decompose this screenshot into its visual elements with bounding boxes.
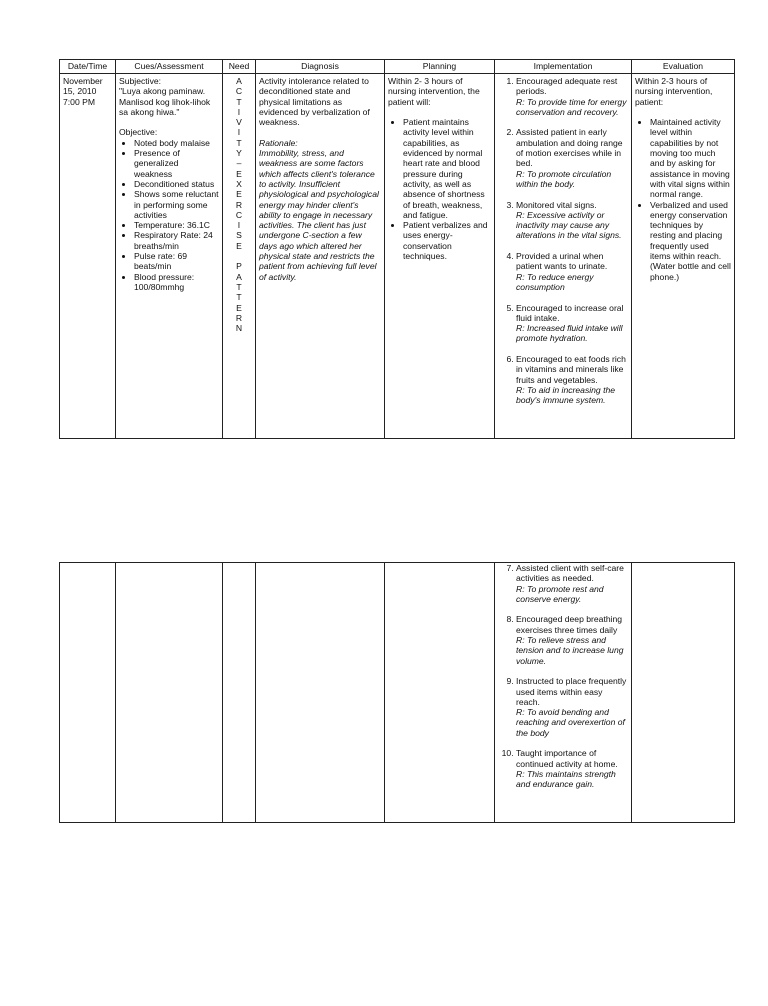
diagnosis-cell — [256, 563, 385, 823]
implementation-text: 10. Taught importance of continued activity at home. — [516, 748, 618, 769]
header-planning: Planning — [385, 60, 495, 74]
implementation-text: 8. Encouraged deep breathing exercises three times daily — [516, 614, 623, 635]
objective-label: Objective: — [119, 127, 158, 138]
objective-item: • Deconditioned status — [134, 179, 219, 189]
implementation-text: 4. Provided a urinal when patient wants to urinate. — [516, 251, 608, 272]
implementation-item — [516, 563, 628, 604]
need-letter: P — [236, 261, 242, 272]
implementation-text: 6. Encouraged to eat foods rich in vitamins and minerals like fruits and vegetables. — [516, 354, 626, 385]
rationale-label: Rationale: — [259, 137, 298, 148]
care-plan-table-page2 — [59, 562, 735, 823]
diagnosis-cell — [256, 74, 385, 439]
need-letter: A — [236, 76, 242, 86]
need-letter: E — [236, 168, 242, 179]
header-need: Need — [223, 60, 256, 74]
implementation-cell — [495, 74, 632, 439]
need-letter: E — [236, 240, 242, 251]
care-plan-row-continued — [60, 563, 735, 823]
header-evaluation: Evaluation — [632, 60, 735, 74]
need-letter: R — [235, 312, 243, 323]
objective-item: • Temperature: 36.1C — [134, 220, 219, 230]
date-time-cell — [60, 563, 116, 823]
implementation-rationale: R: This maintains strength and endurance gain. — [516, 768, 616, 790]
evaluation-cell — [632, 563, 735, 823]
need-letter: R — [235, 199, 243, 210]
need-letter: S — [236, 230, 242, 241]
objective-item: • Shows some reluctant in performing some activities — [134, 189, 219, 220]
implementation-rationale: R: To avoid bending and reaching and overexertion of the body — [516, 707, 625, 738]
implementation-text: 1. Encouraged adequate rest periods. — [516, 76, 618, 97]
objective-item: • Pulse rate: 69 beats/min — [134, 251, 219, 272]
implementation-rationale: R: To promote rest and conserve energy. — [516, 583, 604, 604]
implementation-list — [498, 76, 628, 406]
need-letter: – — [236, 158, 242, 169]
header-row — [60, 60, 735, 74]
need-letter: T — [236, 281, 242, 292]
need-letter: C — [235, 209, 243, 220]
objective-item: • Blood pressure: 100/80mmhg — [134, 272, 219, 293]
rationale-text: Immobility, stress, and weakness are some factors which affects client's tolerance to activity. Insufficient physiological and psychological energy may hinder client's ability to engage in necessary activities. The client has just undergone C-section a few days ago which altered her physical state and restricts the patient from achieving full level of activity. — [259, 148, 379, 282]
header-cues-assessment: Cues/Assessment — [116, 60, 223, 74]
implementation-item — [516, 354, 628, 405]
planning-item: • Patient verbalizes and uses energy-conservation techniques. — [403, 220, 491, 261]
implementation-rationale: R: Excessive activity or inactivity may cause any alterations in the vital signs. — [516, 209, 622, 241]
planning-cell — [385, 563, 495, 823]
need-letter: V — [236, 117, 242, 128]
objective-item: • Noted body malaise — [134, 138, 219, 148]
need-cell — [223, 74, 256, 439]
subjective-text: "Luya akong paminaw. Manlisod kog lihok-lihok sa akong hiwa." — [119, 86, 211, 117]
implementation-item — [516, 200, 628, 241]
date-time-cell — [60, 74, 116, 439]
need-letter: I — [237, 220, 241, 231]
diagnosis-statement: Activity intolerance related to deconditioned state and physical limitations as evidenced by verbalization of weakness. — [259, 76, 370, 128]
implementation-text: 3. Monitored vital signs. — [516, 199, 597, 210]
evaluation-cell — [632, 74, 735, 439]
need-letter: T — [236, 292, 242, 303]
implementation-item — [516, 303, 628, 344]
implementation-item — [516, 127, 628, 189]
implementation-list — [498, 563, 628, 790]
need-letter: T — [236, 137, 242, 148]
evaluation-item: • Verbalized and used energy conservation techniques by resting and placing frequently used items within reach. (Water bottle and cell phone.) — [650, 200, 731, 282]
need-letter: E — [236, 302, 242, 313]
implementation-item — [516, 76, 628, 117]
implementation-rationale: R: To promote circulation within the body. — [516, 168, 612, 189]
implementation-rationale: R: Increased fluid intake will promote hydration. — [516, 323, 623, 344]
evaluation-intro: Within 2-3 hours of nursing intervention, patient: — [635, 76, 713, 107]
need-letter: Y — [236, 148, 242, 159]
header-diagnosis: Diagnosis — [256, 60, 385, 74]
need-letter: X — [236, 178, 242, 189]
implementation-text: 2. Assisted patient in early ambulation and doing range of motion exercises while in bed. — [516, 127, 623, 169]
evaluation-item: • Maintained activity level within capabilities by not moving too much and by asking for assistance in moving with vital signs within normal range. — [650, 117, 731, 199]
implementation-text: 9. Instructed to place frequently used items within easy reach. — [516, 676, 627, 707]
objective-item: • Presence of generalized weakness — [134, 148, 219, 179]
implementation-cell — [495, 563, 632, 823]
care-plan-row — [60, 74, 735, 439]
implementation-item — [516, 748, 628, 789]
evaluation-list — [635, 117, 731, 282]
care-plan-table-page1 — [59, 59, 735, 439]
implementation-rationale: R: To reduce energy consumption — [516, 271, 594, 292]
header-implementation: Implementation — [495, 60, 632, 74]
objective-list — [119, 138, 219, 292]
implementation-text: 5. Encouraged to increase oral fluid intake. — [516, 302, 624, 323]
date-line: 15, 2010 — [63, 86, 97, 97]
need-letter: I — [237, 106, 241, 117]
need-cell — [223, 563, 256, 823]
implementation-item — [516, 614, 628, 665]
need-letter: I — [237, 127, 241, 138]
implementation-text: 7. Assisted client with self-care activities as needed. — [516, 563, 624, 584]
implementation-rationale: R: To relieve stress and tension and to increase lung volume. — [516, 635, 624, 666]
subjective-label: Subjective: — [119, 76, 162, 86]
objective-item: • Respiratory Rate: 24 breaths/min — [134, 230, 219, 251]
need-letter: N — [235, 323, 243, 334]
need-letter: T — [236, 96, 242, 107]
header-date-time: Date/Time — [60, 60, 116, 74]
implementation-rationale: R: To aid in increasing the body's immune system. — [516, 384, 616, 406]
need-letter: A — [236, 271, 242, 282]
time-line: 7:00 PM — [63, 96, 96, 107]
implementation-rationale: R: To provide time for energy conservation and recovery. — [516, 96, 627, 117]
planning-list — [388, 117, 491, 261]
cues-cell — [116, 563, 223, 823]
planning-intro: Within 2- 3 hours of nursing intervention, the patient will: — [388, 76, 480, 107]
need-letter: E — [236, 189, 242, 200]
planning-item: • Patient maintains activity level within capabilities, as evidenced by normal heart rate and blood pressure during activity, as well as absence of shortness of breath, weakness, and fatigue. — [403, 117, 491, 220]
date-line: November — [63, 76, 103, 86]
need-letter: C — [235, 86, 243, 97]
cues-cell — [116, 74, 223, 439]
implementation-item — [516, 676, 628, 738]
planning-cell — [385, 74, 495, 439]
implementation-item — [516, 251, 628, 292]
